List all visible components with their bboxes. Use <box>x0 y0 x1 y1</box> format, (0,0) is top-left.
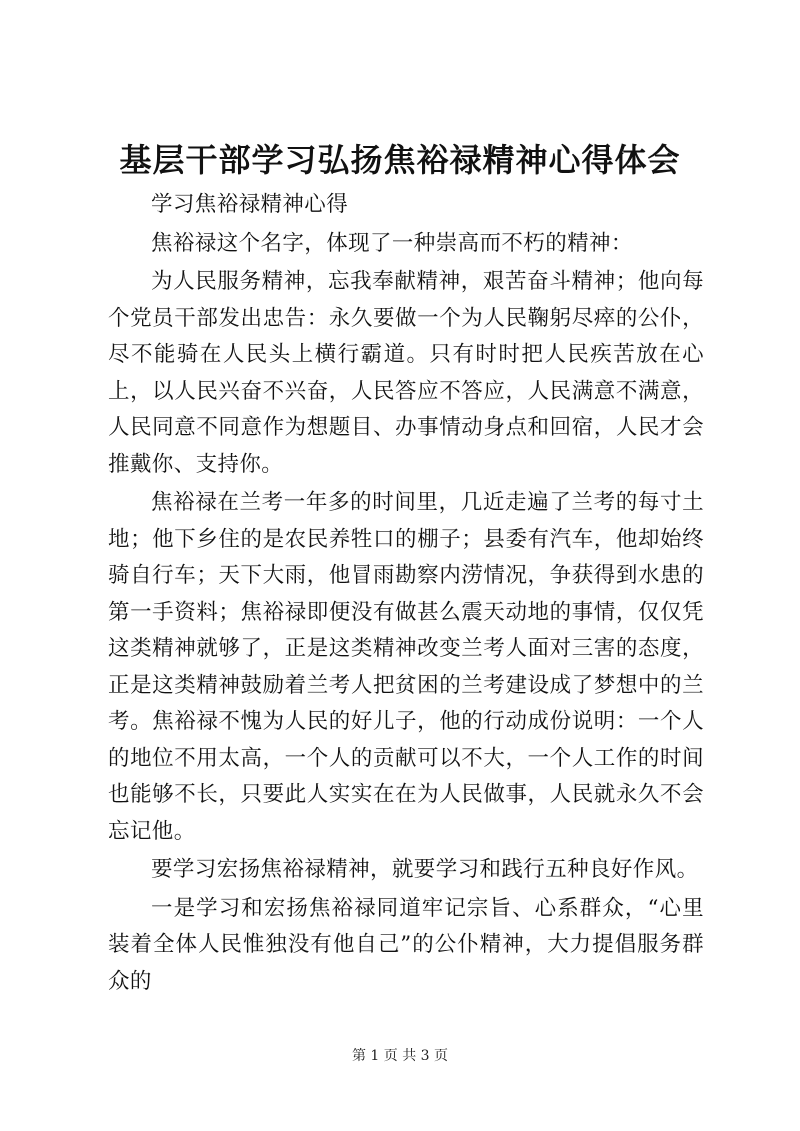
document-title: 基层干部学习弘扬焦裕禄精神心得体会 <box>119 141 681 179</box>
paragraph-subtitle: 学习焦裕禄精神心得 <box>151 192 349 217</box>
paragraph-lankao: 焦裕禄在兰考一年多的时间里，几近走遍了兰考的每寸土地；他下乡住的是农民养牲口的棚子；县委有汽车，他却始终骑自行车；天下大雨，他冒雨勘察内涝情况，争获得到水患的第一手资料；焦裕禄即便没有做甚么震天动地的事情，仅仅凭这类精神就够了，正是这类精神改变兰考人面对三害的态度，正是这类精神鼓励着兰考人把贫困的兰考建设成了梦想中的兰考。焦裕禄不愧为人民的好儿子，他的行动成份说明：一个人的地位不用太高，一个人的贡献可以不大，一个人工作的时间也能够不长，只要此人实实在在为人民做事，人民就永久不会忘记他。 <box>108 490 704 844</box>
paragraph-first-point: 一是学习和宏扬焦裕禄同道牢记宗旨、心系群众，“心里装着全体人民惟独没有他自己”的公仆精神，大力提倡服务群众的 <box>108 895 704 994</box>
document-body <box>108 187 704 1002</box>
paragraph-intro: 焦裕禄这个名字，体现了一种崇高而不朽的精神： <box>151 230 633 256</box>
paragraph-spirit: 为人民服务精神，忘我奉献精神，艰苦奋斗精神；他向每个党员干部发出忠告：永久要做一个为人民鞠躬尽瘁的公仆，尽不能骑在人民头上横行霸道。只有时时把人民疾苦放在心上，以人民兴奋不兴奋，人民答应不答应，人民满意不满意，人民同意不同意作为想题目、办事情动身点和回宿，人民才会推戴你、支持你。 <box>108 269 704 477</box>
page-number-footer: 第 1 页 共 3 页 <box>351 1048 449 1064</box>
paragraph-five-styles: 要学习宏扬焦裕禄精神，就要学习和践行五种良好作风。 <box>151 857 699 882</box>
